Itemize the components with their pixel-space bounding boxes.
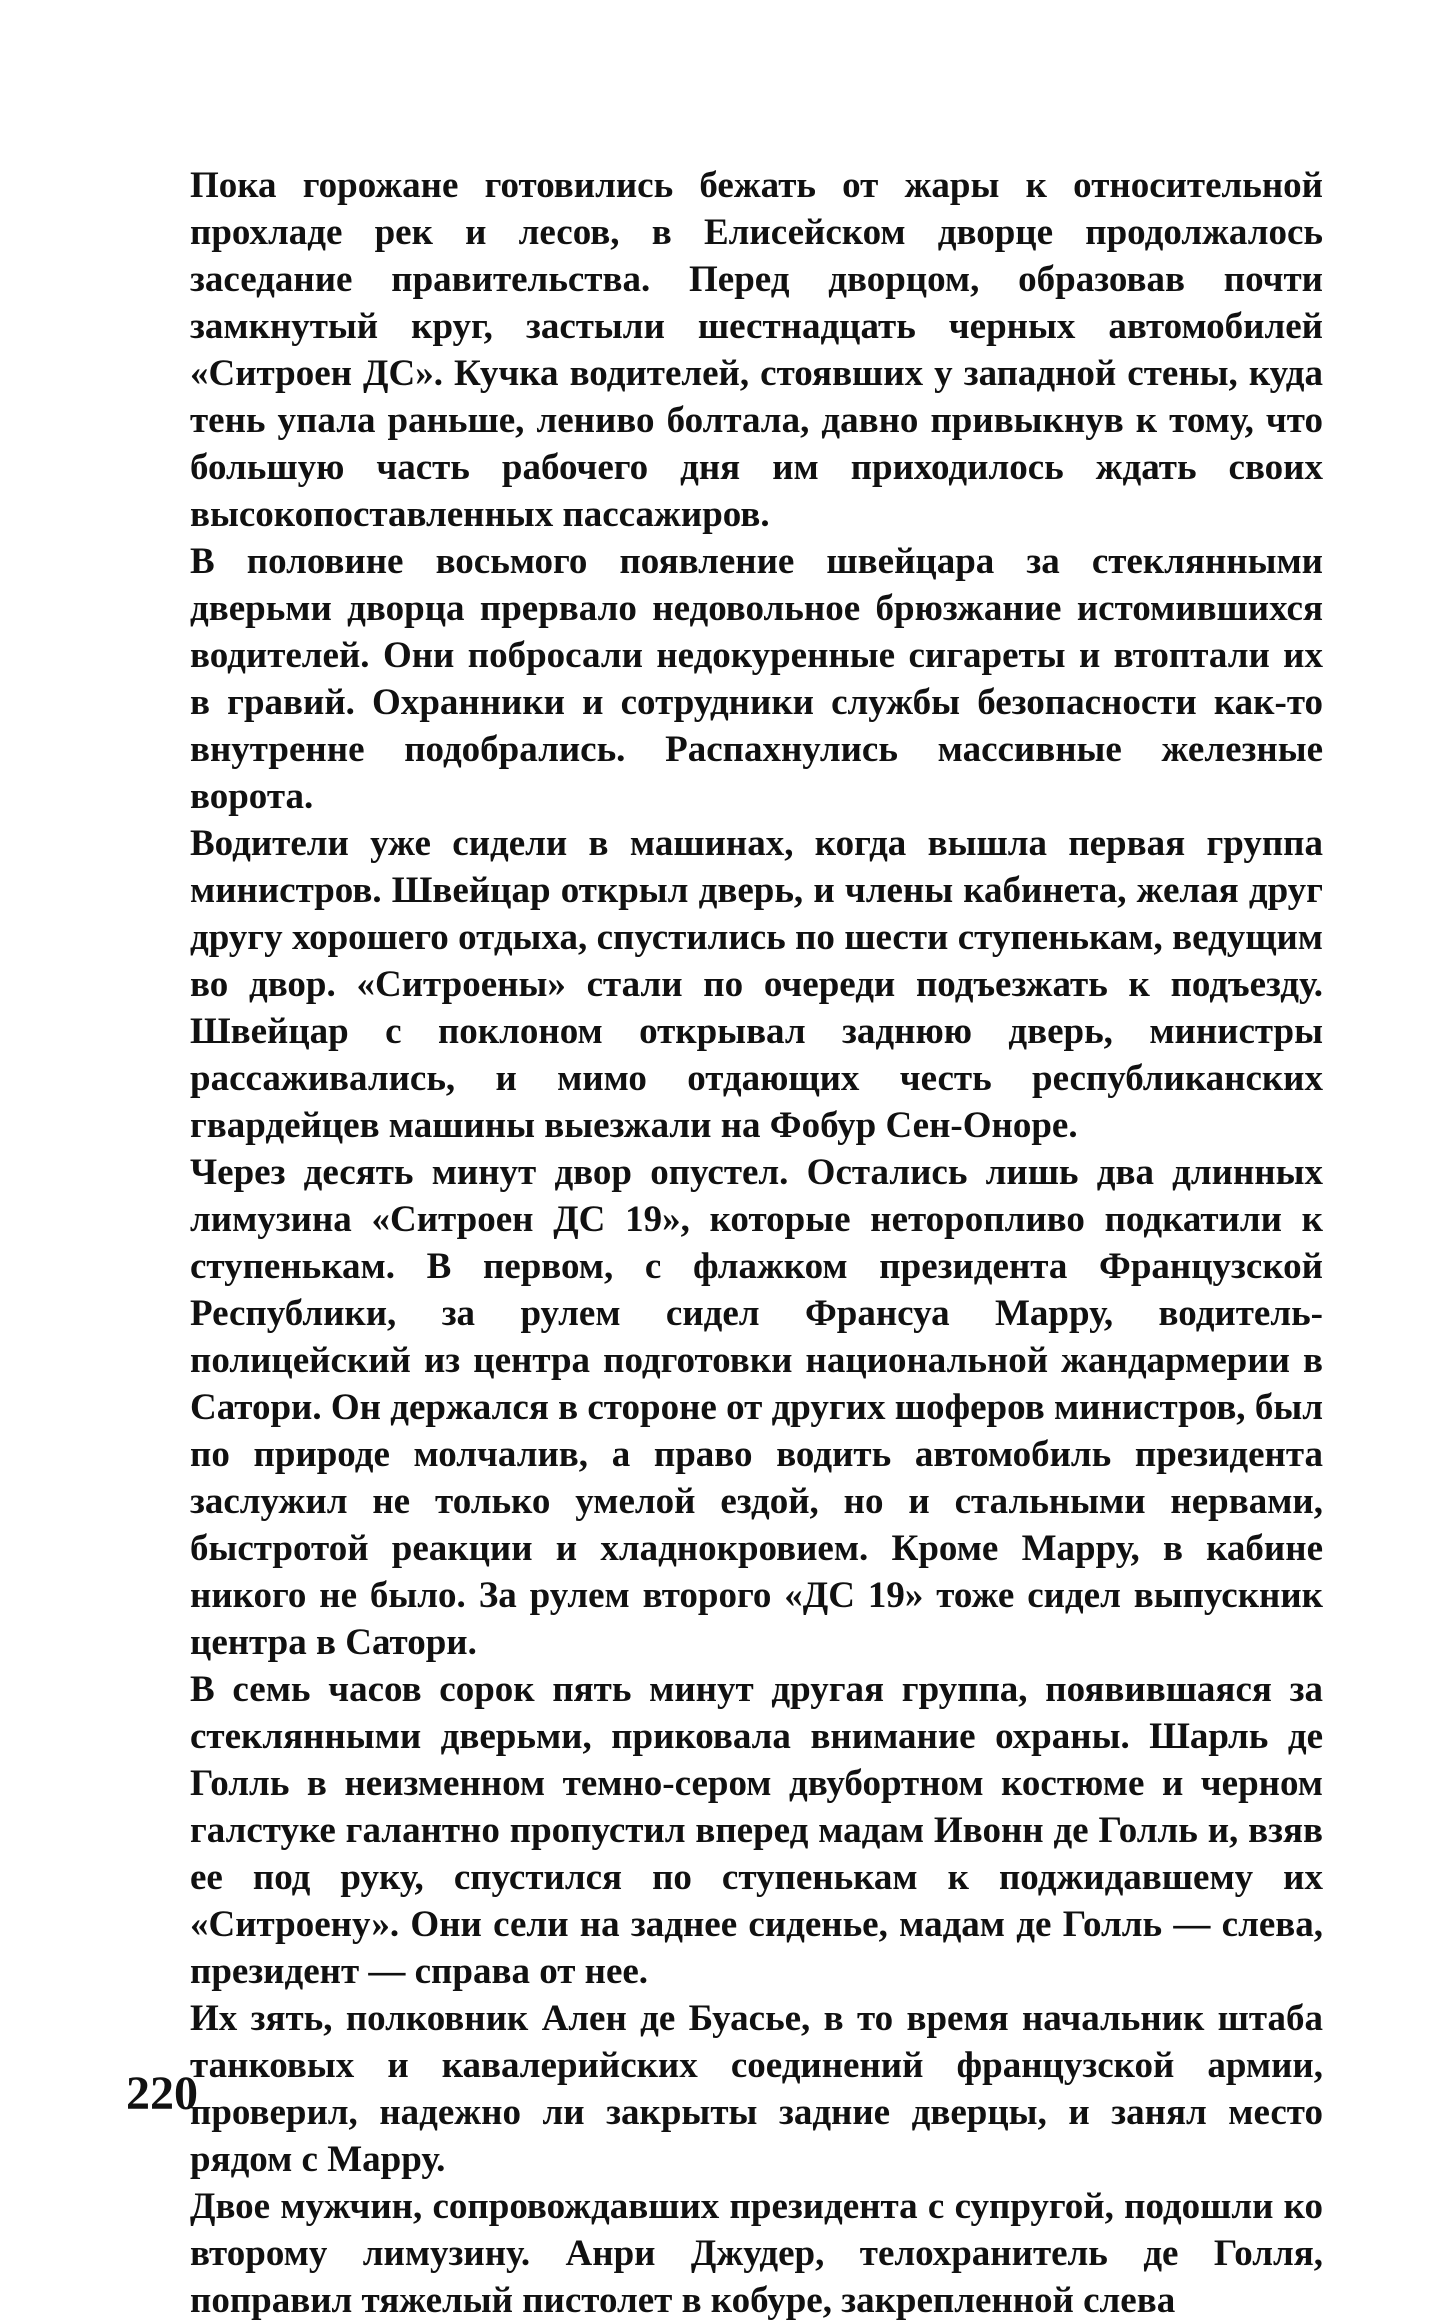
paragraph: Пока горожане готовились бежать от жары к относительной прохладе рек и лесов, в Елисейском дворце продолжалось заседание правительства. Перед дворцом, образовав почти замкнутый круг, застыли шестнадцать черных автомобилей «Ситроен ДС». Кучка водителей, стоявших у западной стены, куда тень упала раньше, лениво болтала, давно привыкнув к тому, что большую часть рабочего дня им приходилось ждать своих высокопоставленных пассажиров.: [190, 165, 1323, 535]
page-number: 220: [126, 2067, 198, 2120]
paragraph: В семь часов сорок пять минут другая группа, появившаяся за стеклянными дверьми, приковала внимание охраны. Шарль де Голль в неизменном темно-сером двубортном костюме и черном галстуке галантно пропустил вперед мадам Ивонн де Голль и, взяв ее под руку, спустился по ступенькам к поджидавшему их «Ситроену». Они сели на заднее сиденье, мадам де Голль — слева, президент — справа от нее.: [190, 1669, 1323, 1992]
paragraph: В половине восьмого появление швейцара за стеклянными дверьми дворца прервало недовольное брюзжание истомившихся водителей. Они побросали недокуренные сигареты и втоптали их в гравий. Охранники и сотрудники службы безопасности как-то внутренне подобрались. Распахнулись массивные железные ворота.: [190, 541, 1323, 817]
body-text: [190, 162, 1323, 2324]
paragraph: Водители уже сидели в машинах, когда вышла первая группа министров. Швейцар открыл дверь, и члены кабинета, желая друг другу хорошего отдыха, спустились по шести ступенькам, ведущим во двор. «Ситроены» стали по очереди подъезжать к подъезду. Швейцар с поклоном открывал заднюю дверь, министры рассаживались, и мимо отдающих честь республиканских гвардейцев машины выезжали на Фобур Сен-Оноре.: [190, 823, 1323, 1146]
paragraph: Через десять минут двор опустел. Остались лишь два длинных лимузина «Ситроен ДС 19», которые неторопливо подкатили к ступенькам. В первом, с флажком президента Французской Республики, за рулем сидел Франсуа Марру, водитель-полицейский из центра подготовки национальной жандармерии в Сатори. Он держался в стороне от других шоферов министров, был по природе молчалив, а право водить автомобиль президента заслужил не только умелой ездой, но и стальными нервами, быстротой реакции и хладнокровием. Кроме Марру, в кабине никого не было. За рулем второго «ДС 19» тоже сидел выпускник центра в Сатори.: [190, 1152, 1323, 1663]
paragraph: Их зять, полковник Ален де Буасье, в то время начальник штаба танковых и кавалерийских соединений французской армии, проверил, надежно ли закрыты задние дверцы, и занял место рядом с Марру.: [190, 1998, 1323, 2180]
paragraph: Двое мужчин, сопровождавших президента с супругой, подошли ко второму лимузину. Анри Джудер, телохранитель де Голля, поправил тяжелый пистолет в кобуре, закрепленной слева: [190, 2186, 1323, 2321]
